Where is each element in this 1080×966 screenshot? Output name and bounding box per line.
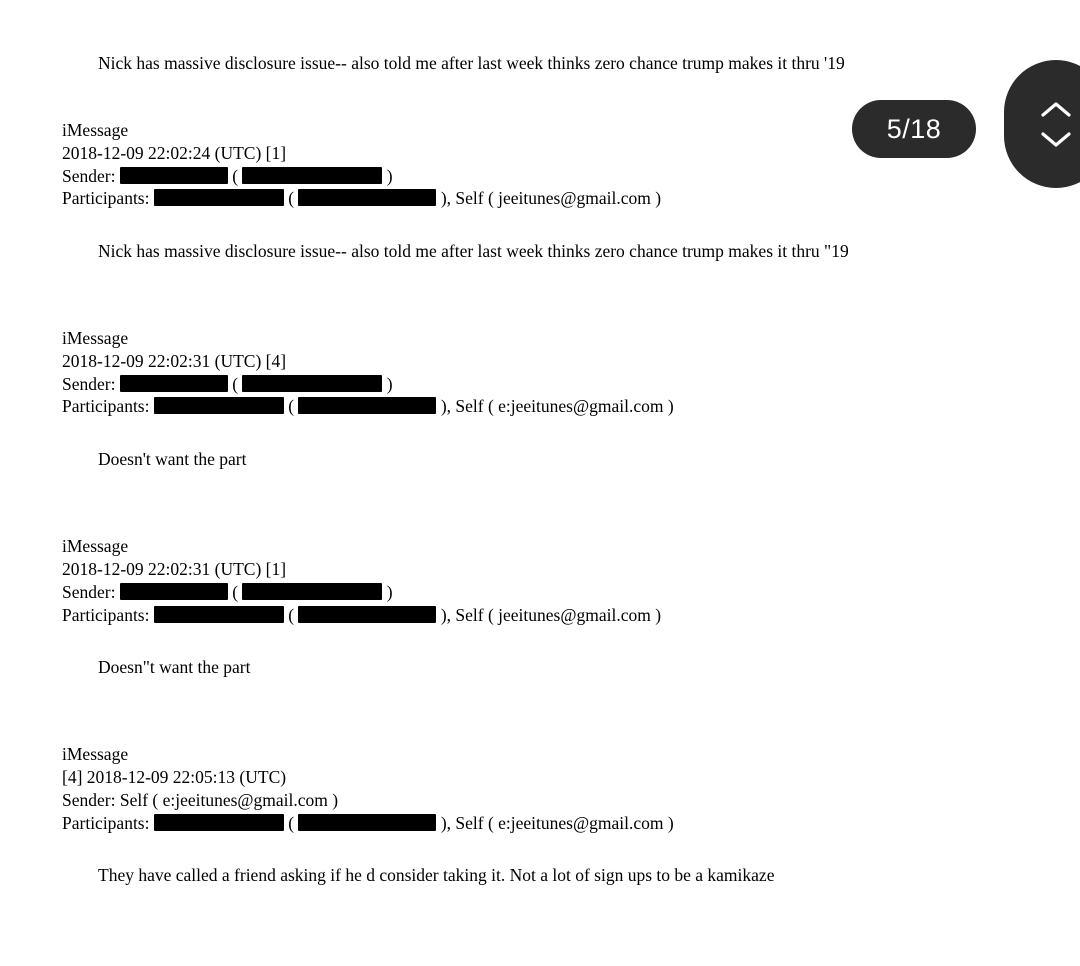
message-sender-line [62, 373, 892, 396]
redacted-participant-name [154, 814, 284, 831]
message-service: iMessage [62, 744, 129, 765]
redacted-participant-name [154, 189, 284, 206]
message-body: Nick has massive disclosure issue-- also told me after last week thinks zero chance trump makes it thru "19 [98, 241, 849, 262]
message-timestamp: 2018-12-09 22:02:31 (UTC) [4] [62, 350, 287, 371]
redacted-participant-handle [298, 397, 436, 414]
participants-suffix: ), Self ( jeeitunes@gmail.com ) [440, 604, 662, 625]
message-body-excerpt: Nick has massive disclosure issue-- also told me after last week thinks zero chance trump makes it thru '19 [98, 53, 845, 73]
message-block [62, 119, 892, 263]
message-sender-line [62, 581, 892, 604]
redacted-participant-handle [298, 189, 436, 206]
sender-suffix: ) [386, 581, 393, 602]
participants-suffix: ), Self ( jeeitunes@gmail.com ) [440, 188, 662, 209]
message-participants-line [62, 812, 892, 835]
message-block [62, 327, 892, 471]
paren-open: ( [232, 581, 239, 602]
message-service: iMessage [62, 120, 129, 141]
redacted-participant-handle [298, 814, 436, 831]
message-sender-line [62, 165, 892, 188]
redacted-participant-name [154, 606, 284, 623]
message-block [62, 743, 892, 887]
paren-open: ( [288, 812, 295, 833]
page-indicator [852, 100, 976, 158]
redacted-sender-name [120, 375, 228, 392]
chevron-down-icon[interactable] [1039, 129, 1073, 149]
sender-label: Sender: [62, 581, 116, 602]
message-participants-line [62, 187, 892, 210]
sender-suffix: ) [386, 165, 393, 186]
message-participants-line [62, 395, 892, 418]
participants-label: Participants: [62, 188, 150, 209]
message-body: They have called a friend asking if he d consider taking it. Not a lot of sign ups to be a kamikaze [98, 865, 775, 886]
redacted-sender-handle [242, 167, 382, 184]
message-service: iMessage [62, 536, 129, 557]
document-text-column [62, 0, 892, 887]
redacted-participant-handle [298, 606, 436, 623]
redacted-sender-handle [242, 583, 382, 600]
message-participants-line [62, 604, 892, 627]
participants-label: Participants: [62, 812, 150, 833]
participants-label: Participants: [62, 604, 150, 625]
page-navigation-control[interactable] [1004, 60, 1080, 188]
paren-open: ( [288, 188, 295, 209]
sender-label: Sender: [62, 165, 116, 186]
redacted-sender-name [120, 583, 228, 600]
redacted-sender-name [120, 167, 228, 184]
message-sender-line: Sender: Self ( e:jeeitunes@gmail.com ) [62, 789, 339, 810]
message-timestamp: 2018-12-09 22:02:31 (UTC) [1] [62, 559, 287, 580]
paren-open: ( [232, 165, 239, 186]
chevron-up-icon[interactable] [1039, 99, 1073, 119]
paren-open: ( [232, 373, 239, 394]
message-body: Doesn"t want the part [98, 657, 251, 678]
paren-open: ( [288, 604, 295, 625]
message-timestamp: 2018-12-09 22:02:24 (UTC) [1] [62, 142, 287, 163]
sender-suffix: ) [386, 373, 393, 394]
participants-suffix: ), Self ( e:jeeitunes@gmail.com ) [440, 396, 674, 417]
redacted-sender-handle [242, 375, 382, 392]
participants-suffix: ), Self ( e:jeeitunes@gmail.com ) [440, 812, 674, 833]
page-indicator-label: 5/18 [886, 113, 942, 144]
message-service: iMessage [62, 328, 129, 349]
message-timestamp: [4] 2018-12-09 22:05:13 (UTC) [62, 767, 287, 788]
paren-open: ( [288, 396, 295, 417]
participants-label: Participants: [62, 396, 150, 417]
redacted-participant-name [154, 397, 284, 414]
message-block [62, 535, 892, 679]
sender-label: Sender: [62, 373, 116, 394]
message-body: Doesn't want the part [98, 449, 247, 470]
